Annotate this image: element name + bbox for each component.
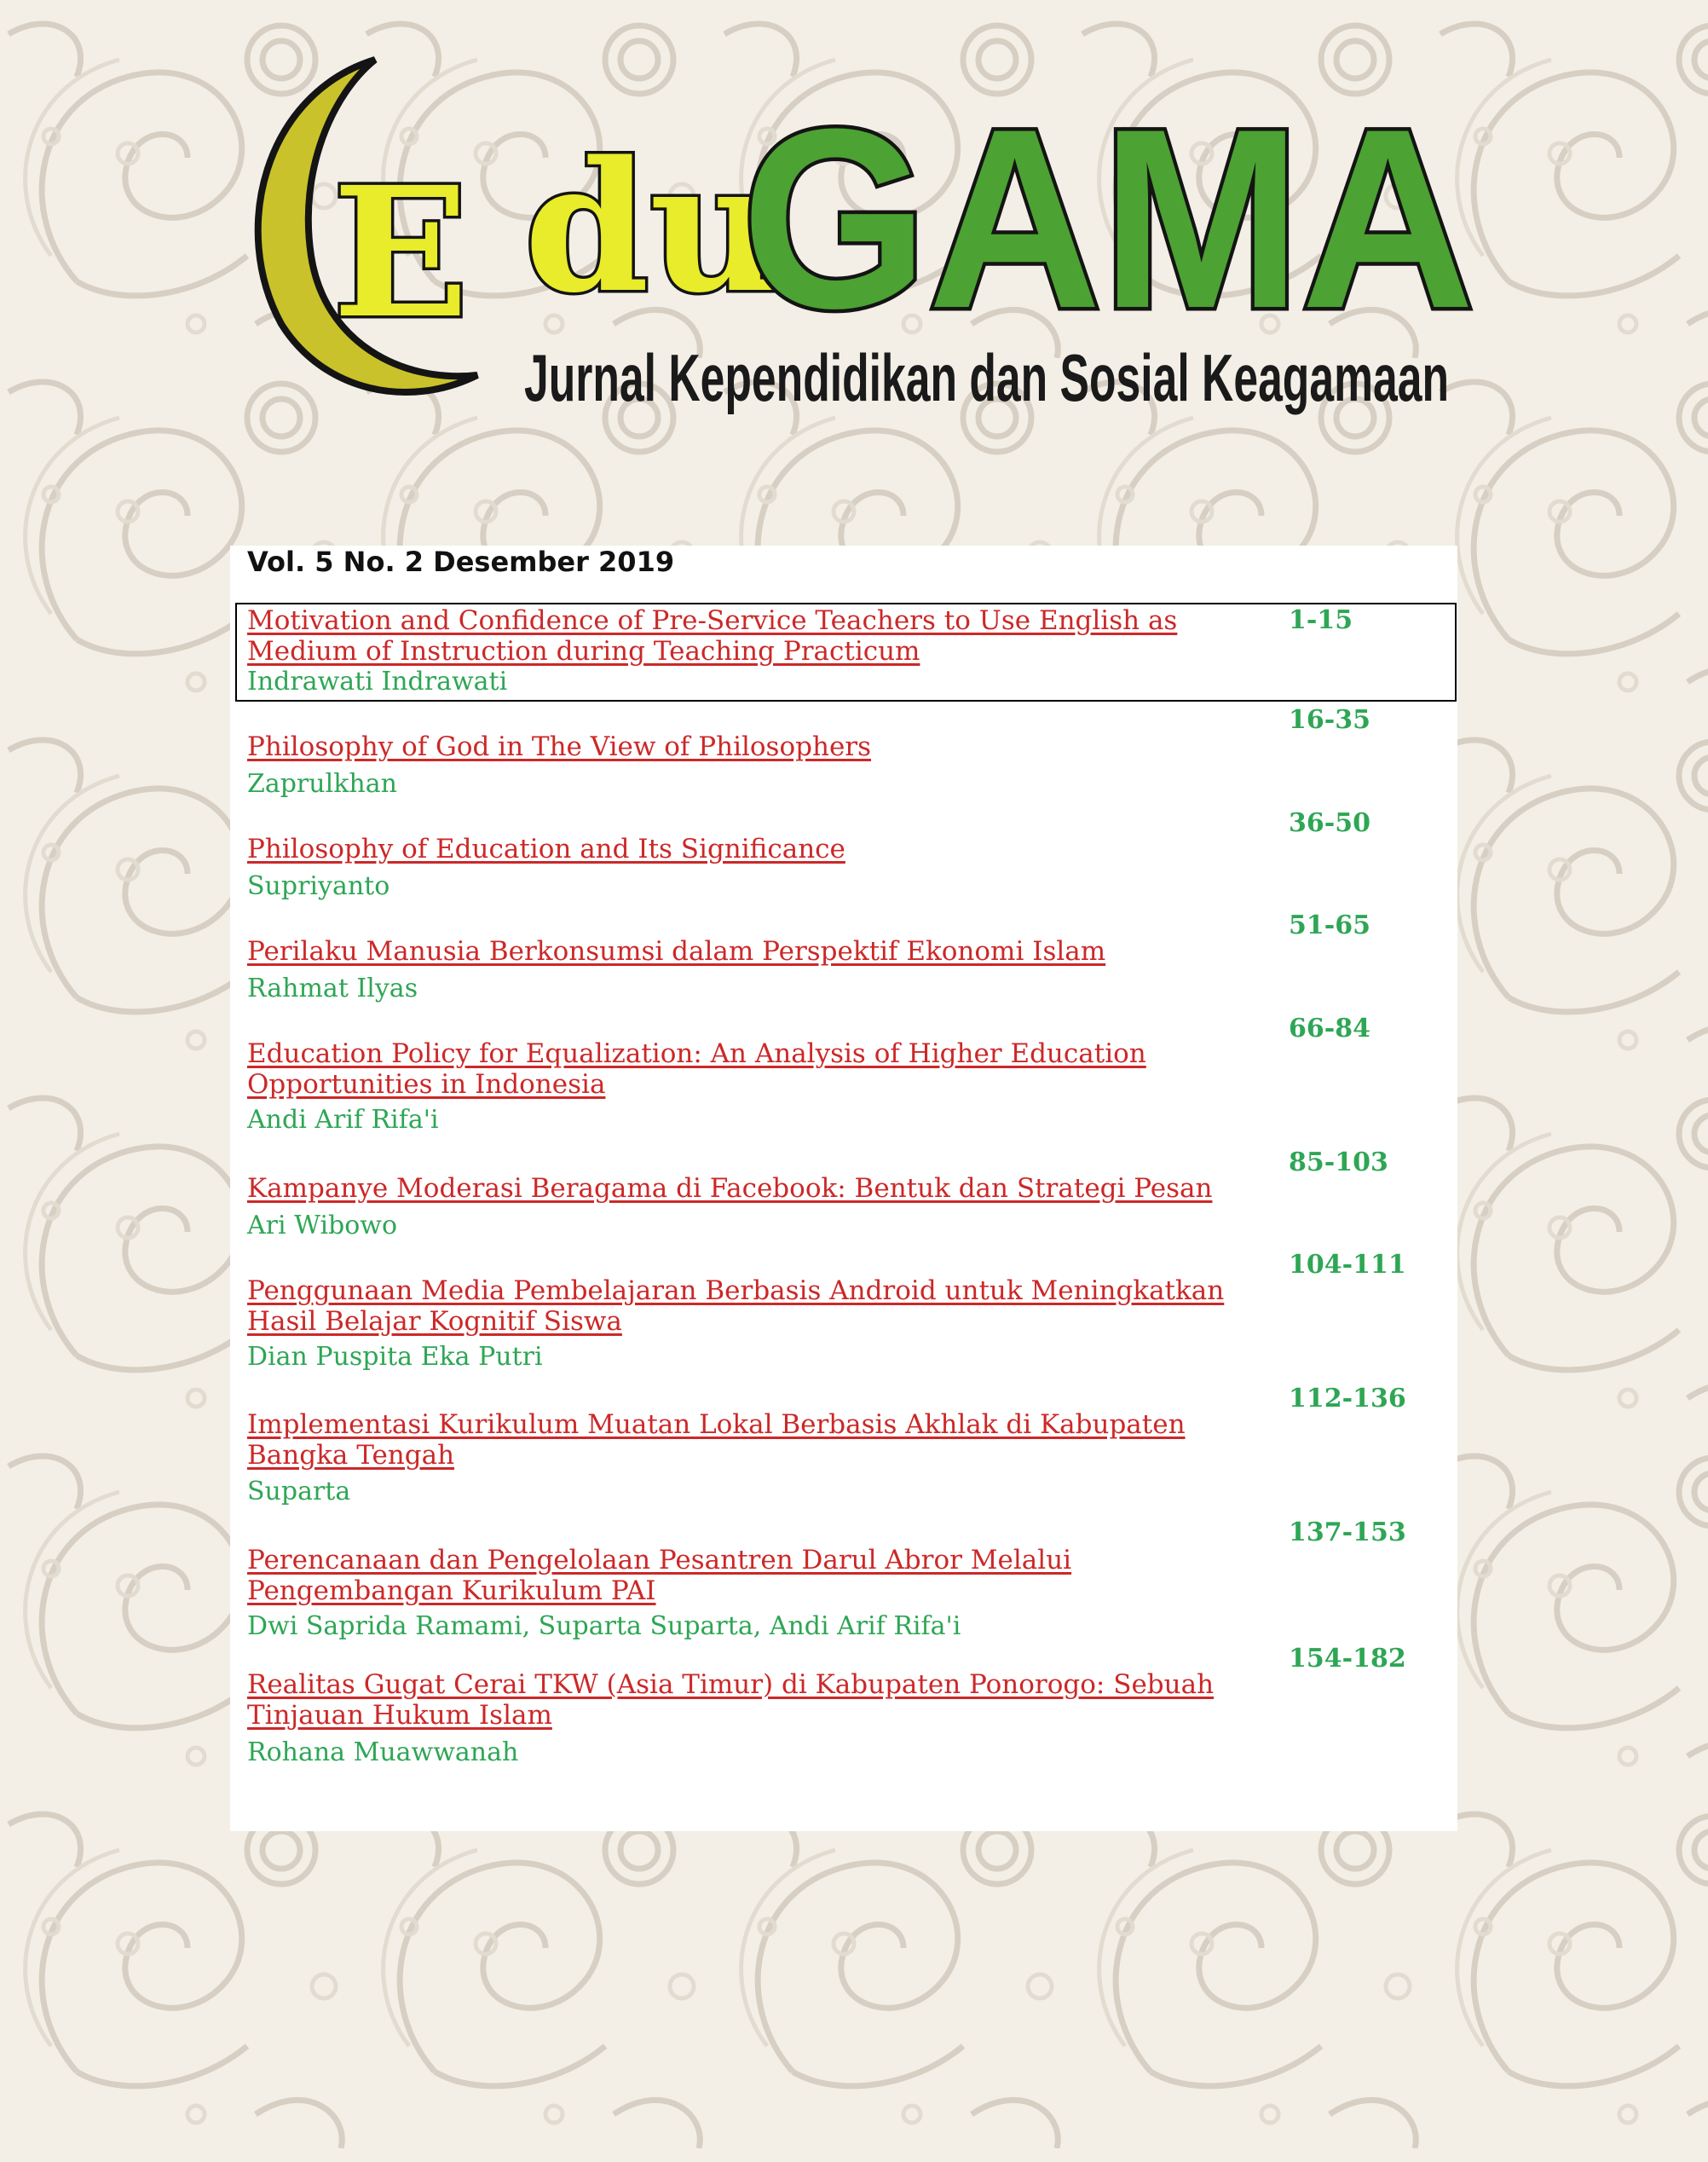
article-title-line: Penggunaan Media Pembelajaran Berbasis Android untuk Meningkatkan [247,1275,1225,1306]
article-title-line: Opportunities in Indonesia [247,1069,606,1100]
article-title-line: Kampanye Moderasi Beragama di Facebook: Bentuk dan Strategi Pesan [247,1173,1213,1204]
article-author: Rohana Muawwanah [247,1737,519,1767]
article-title-line: Bangka Tengah [247,1440,455,1471]
article-title-link[interactable] [247,1038,1253,1100]
article-author: Suparta [247,1477,351,1506]
article-title-link[interactable] [247,731,1253,762]
article-pages-link[interactable]: 112-136 [1289,1384,1406,1413]
article-author: Indrawati Indrawati [247,667,508,697]
logo-gama-text: GAMA [741,75,1474,361]
article-title-line: Perencanaan dan Pengelolaan Pesantren Darul Abror Melalui [247,1545,1072,1575]
article-pages-link[interactable]: 16-35 [1289,705,1370,735]
article-title-line: Realitas Gugat Cerai TKW (Asia Timur) di Kabupaten Ponorogo: Sebuah [247,1669,1215,1700]
article-author: Andi Arif Rifa'i [247,1105,439,1135]
article-pages-link[interactable]: 1-15 [1289,605,1353,635]
logo-du-text: du [524,122,780,332]
article-title-line: Philosophy of Education and Its Significance [247,834,845,864]
article-pages-link[interactable]: 137-153 [1289,1517,1406,1547]
journal-subtitle: Jurnal Kependidikan dan Sosial Keagamaan [524,340,1449,415]
article-title-link[interactable] [247,605,1253,667]
article-title-link[interactable] [247,834,1253,864]
article-author: Rahmat Ilyas [247,974,418,1003]
article-pages-link[interactable]: 66-84 [1289,1014,1370,1043]
article-author: Zaprulkhan [247,769,397,799]
article-title-line: Philosophy of God in The View of Philosophers [247,731,872,762]
table-of-contents [230,546,1457,1831]
article-title-line: Education Policy for Equalization: An Analysis of Higher Education [247,1038,1146,1069]
article-pages-link[interactable]: 104-111 [1289,1250,1406,1280]
article-pages-link[interactable]: 36-50 [1289,808,1370,838]
article-title-line: Perilaku Manusia Berkonsumsi dalam Perspektif Ekonomi Islam [247,936,1106,967]
article-title-link[interactable] [247,1669,1253,1731]
article-title-line: Tinjauan Hukum Islam [247,1700,552,1731]
article-author: Dwi Saprida Ramami, Suparta Suparta, Andi Arif Rifa'i [247,1611,961,1641]
article-title-line: Pengembangan Kurikulum PAI [247,1575,656,1606]
journal-logo [230,34,1492,443]
logo-letter-e: E [332,147,470,358]
article-title-link[interactable] [247,1545,1253,1606]
issue-label: Vol. 5 No. 2 Desember 2019 [247,546,675,578]
article-title-link[interactable] [247,1409,1253,1471]
article-author: Ari Wibowo [247,1211,398,1240]
article-title-line: Hasil Belajar Kognitif Siswa [247,1306,622,1337]
article-title-link[interactable] [247,936,1253,967]
article-title-line: Medium of Instruction during Teaching Practicum [247,636,920,667]
article-title-line: Motivation and Confidence of Pre-Service Teachers to Use English as [247,605,1178,636]
article-author: Supriyanto [247,871,390,901]
article-pages-link[interactable]: 51-65 [1289,910,1370,940]
article-title-link[interactable] [247,1275,1253,1337]
article-pages-link[interactable]: 154-182 [1289,1644,1406,1674]
article-author: Dian Puspita Eka Putri [247,1342,543,1372]
article-title-link[interactable] [247,1173,1253,1204]
article-title-line: Implementasi Kurikulum Muatan Lokal Berbasis Akhlak di Kabupaten [247,1409,1186,1440]
article-pages-link[interactable]: 85-103 [1289,1147,1388,1177]
